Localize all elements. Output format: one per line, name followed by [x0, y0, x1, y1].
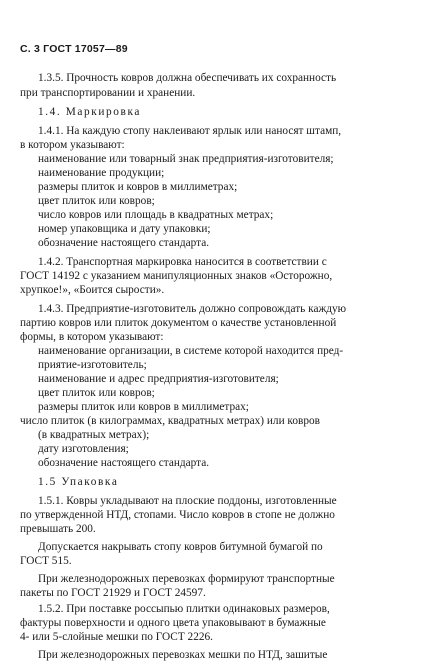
list-item: (в квадратных метрах);	[38, 429, 150, 441]
list-item: наименование или товарный знак предприятия-изготовителя;	[38, 153, 334, 165]
section-heading-marking: 1.4. Маркировка	[38, 106, 141, 118]
text-line: 1.5.2. При поставке россыпью плитки одинаковых размеров,	[38, 603, 330, 615]
text-line: 1.4.2. Транспортная маркировка наносится в соответствии с	[38, 256, 327, 268]
text-line: фактуры поверхности и одного цвета упаковывают в бумажные	[20, 617, 326, 629]
text-line: Допускается накрывать стопу ковров битумной бумагой по	[38, 541, 323, 553]
list-item: наименование продукции;	[38, 167, 165, 179]
text-line: пакеты по ГОСТ 21929 и ГОСТ 24597.	[20, 587, 206, 599]
list-item: размеры плиток и ковров в миллиметрах;	[38, 181, 238, 193]
list-item: размеры плиток или ковров в миллиметрах;	[38, 401, 249, 413]
list-item: обозначение настоящего стандарта.	[38, 237, 210, 249]
text-line: 1.5.1. Ковры укладывают на плоские поддоны, изготовленные	[38, 495, 337, 507]
list-item: наименование и адрес предприятия-изготовителя;	[38, 373, 279, 385]
list-item: наименование организации, в системе которой находится пред-	[38, 345, 344, 357]
list-item: номер упаковщика и дату упаковки;	[38, 223, 211, 235]
list-item: число ковров или площадь в квадратных метрах;	[38, 209, 274, 221]
list-item: число плиток (в килограммах, квадратных метрах) или ковров	[20, 415, 320, 427]
list-item: дату изготовления;	[38, 443, 129, 455]
text-line: 1.4.3. Предприятие-изготовитель должно сопровождать каждую	[38, 303, 347, 315]
text-line: При железнодорожных перевозках формируют транспортные	[38, 573, 335, 585]
text-line: 1.4.1. На каждую стопу наклеивают ярлык или наносят штамп,	[38, 125, 342, 137]
list-item: цвет плиток или ковров;	[38, 387, 155, 399]
text-line: партию ковров или плиток документом о качестве установленной	[20, 317, 337, 329]
text-line: ГОСТ 14192 с указанием манипуляционных знаков «Осторожно,	[20, 270, 333, 282]
text-line: превышать 200.	[20, 523, 96, 535]
text-line: 1.3.5. Прочность ковров должна обеспечивать их сохранность	[38, 72, 337, 84]
text-line: При железнодорожных перевозках мешки по НТД, зашитые	[38, 649, 328, 661]
list-item: цвет плиток или ковров;	[38, 195, 155, 207]
list-item: приятие-изготовитель;	[38, 359, 147, 371]
text-line: по утвержденной НТД, стопами. Число ковров в стопе не должно	[20, 509, 335, 521]
text-line: в котором указывают:	[20, 139, 125, 151]
list-item: обозначение настоящего стандарта.	[38, 457, 210, 469]
text-line: хрупкое!», «Боится сырости».	[20, 284, 165, 296]
page-header: С. 3 ГОСТ 17057—89	[20, 43, 128, 55]
text-line: 4- или 5-слойные мешки по ГОСТ 2226.	[20, 631, 213, 643]
text-line: ГОСТ 515.	[20, 555, 72, 567]
text-line: формы, в котором указывают:	[20, 331, 164, 343]
text-line: при транспортировании и хранении.	[20, 87, 196, 99]
section-heading-packing: 1.5 Упаковка	[38, 476, 119, 488]
